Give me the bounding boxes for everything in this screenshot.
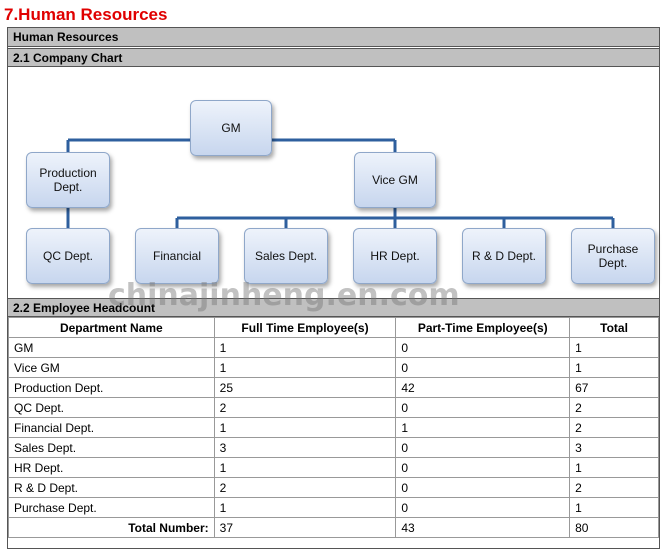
- cell-full-time: 1: [214, 338, 396, 358]
- table-row: [9, 438, 659, 458]
- cell-total: 2: [570, 478, 659, 498]
- org-label-rd: R & D Dept.: [471, 249, 537, 263]
- cell-part-time: 1: [396, 418, 570, 438]
- table-row: [9, 458, 659, 478]
- table-row: [9, 478, 659, 498]
- cell-part-time: 0: [396, 498, 570, 518]
- hr-section-frame: [7, 27, 660, 549]
- cell-full-time: 1: [214, 358, 396, 378]
- cell-full-time: 3: [214, 438, 396, 458]
- cell-full-time: 25: [214, 378, 396, 398]
- table-header-row: [9, 318, 659, 338]
- table-row: [9, 358, 659, 378]
- org-box-production: [26, 152, 110, 208]
- cell-part-time: 0: [396, 458, 570, 478]
- cell-total: 1: [570, 458, 659, 478]
- org-label-purchase: Purchase Dept.: [587, 242, 639, 270]
- org-chart: [8, 68, 659, 298]
- cell-department: Purchase Dept.: [9, 498, 215, 518]
- table-total-row: [9, 518, 659, 538]
- cell-part-time: 0: [396, 478, 570, 498]
- org-box-financial: [135, 228, 219, 284]
- cell-department: R & D Dept.: [9, 478, 215, 498]
- table-row: [9, 338, 659, 358]
- column-header-full-time: Full Time Employee(s): [214, 318, 396, 338]
- cell-total: 2: [570, 398, 659, 418]
- column-header-part-time: Part-Time Employee(s): [396, 318, 570, 338]
- cell-department: Sales Dept.: [9, 438, 215, 458]
- table-row: [9, 378, 659, 398]
- document-title: 7.Human Resources: [4, 5, 168, 24]
- cell-total: 1: [570, 338, 659, 358]
- table-row: [9, 498, 659, 518]
- cell-department: HR Dept.: [9, 458, 215, 478]
- headcount-table: [8, 317, 659, 538]
- cell-total: 67: [570, 378, 659, 398]
- table-row: [9, 398, 659, 418]
- cell-total: 2: [570, 418, 659, 438]
- cell-part-time: 42: [396, 378, 570, 398]
- total-overall: 80: [570, 518, 659, 538]
- org-box-qc: [26, 228, 110, 284]
- org-label-vice-gm: Vice GM: [372, 173, 418, 187]
- org-box-purchase: [571, 228, 655, 284]
- cell-department: Production Dept.: [9, 378, 215, 398]
- cell-full-time: 2: [214, 478, 396, 498]
- org-box-sales: [244, 228, 328, 284]
- org-label-financial: Financial: [152, 249, 202, 263]
- cell-total: 1: [570, 358, 659, 378]
- section-header-employee-headcount: 2.2 Employee Headcount: [8, 298, 659, 317]
- org-label-sales: Sales Dept.: [254, 249, 318, 263]
- table-row: [9, 418, 659, 438]
- org-box-rd: [462, 228, 546, 284]
- column-header-department: Department Name: [9, 318, 215, 338]
- cell-full-time: 1: [214, 498, 396, 518]
- cell-department: Vice GM: [9, 358, 215, 378]
- org-box-hr: [353, 228, 437, 284]
- cell-department: QC Dept.: [9, 398, 215, 418]
- cell-part-time: 0: [396, 398, 570, 418]
- cell-part-time: 0: [396, 438, 570, 458]
- org-label-production: Production Dept.: [39, 166, 97, 194]
- section-header-human-resources: Human Resources: [8, 28, 659, 47]
- column-header-total: Total: [570, 318, 659, 338]
- org-label-gm: GM: [221, 121, 241, 135]
- total-part-time: 43: [396, 518, 570, 538]
- cell-total: 3: [570, 438, 659, 458]
- org-label-hr: HR Dept.: [370, 249, 420, 263]
- watermark-text: chinajinheng.en.com: [108, 278, 460, 313]
- cell-department: GM: [9, 338, 215, 358]
- org-label-qc: QC Dept.: [42, 249, 93, 263]
- org-box-vice-gm: [354, 152, 436, 208]
- cell-total: 1: [570, 498, 659, 518]
- org-box-gm: [190, 100, 272, 156]
- cell-part-time: 0: [396, 338, 570, 358]
- cell-department: Financial Dept.: [9, 418, 215, 438]
- total-full-time: 37: [214, 518, 396, 538]
- cell-full-time: 1: [214, 458, 396, 478]
- cell-part-time: 0: [396, 358, 570, 378]
- section-header-company-chart: 2.1 Company Chart: [8, 48, 659, 67]
- cell-full-time: 2: [214, 398, 396, 418]
- cell-full-time: 1: [214, 418, 396, 438]
- total-label: Total Number:: [9, 518, 215, 538]
